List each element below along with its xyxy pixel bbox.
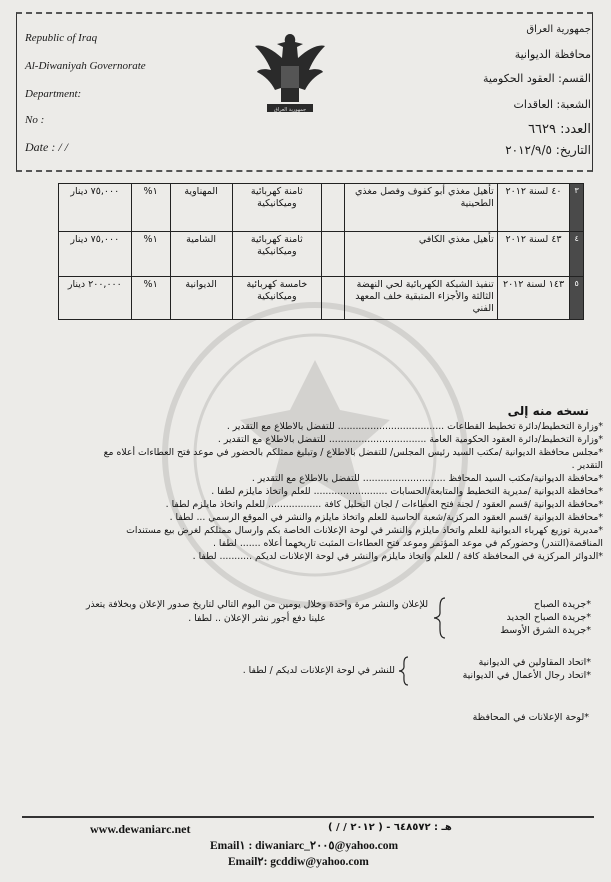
newspapers-note: للإعلان والنشر مرة واحدة وخلال يومين من اليوم التالي لتاريخ صدور الإعلان وبخلافة يتعذر علينا دفع أجور نشر الإعلان .. لطفا .: [85, 599, 429, 624]
en-department: Department:: [25, 88, 82, 100]
row-index: ٥: [570, 277, 584, 320]
percent: ١%: [131, 277, 170, 320]
list-item: *الدوائر المركزية في المحافظة كافة / للعلم واتخاذ مايلزم والنشر في لوحة الإعلانات لديكم ........... لطفا .: [192, 551, 603, 562]
list-item: *جريدة الصباح: [533, 599, 591, 610]
table-row: [59, 277, 584, 320]
en-governorate: Al-Diwaniyah Governorate: [25, 60, 146, 72]
brace-icon: [398, 656, 410, 686]
list-item: *محافظة الديوانية /قسم العقود المركزية/شعبة الحاسبة للعلم واتخاذ مايلزم والنشر في الموقع الرسمي ... لطفا .: [169, 512, 603, 523]
ar-country: جمهورية العراق: [526, 24, 591, 35]
ar-department: القسم: العقود الحكومية: [482, 72, 591, 85]
percent: ١%: [131, 184, 170, 232]
en-country: Republic of Iraq: [25, 32, 98, 44]
fax-number: هـ : ٦٤٨٥٧٢ - ( ٢٠١٢ / / ): [328, 822, 452, 833]
table-row: [59, 232, 584, 277]
project-name: تأهيل مغذي أبو كفوف وفصل مغذي الطحينية: [345, 184, 498, 232]
list-item: *وزارة التخطيط/دائرة العقود الحكومية العامة ................................. للتفضل بالاطلاع مع التقدير .: [217, 434, 603, 445]
newspapers-list: [451, 598, 591, 637]
project-name: تأهيل مغذي الكافي: [345, 232, 498, 277]
contractor-class: ثامنة كهربائية وميكانيكية: [232, 184, 321, 232]
document-fee: ٧٥,٠٠٠ دينار: [59, 184, 132, 232]
ar-governorate: محافظة الديوانية: [514, 48, 591, 61]
email-secondary[interactable]: Email٢: gcddiw@yahoo.com: [228, 856, 369, 868]
blank-cell: [322, 277, 345, 320]
row-index: ٤: [570, 232, 584, 277]
email-primary[interactable]: Email١ : diwaniarc_٢٠٠٥@yahoo.com: [210, 840, 399, 852]
list-item: *محافظة الديوانية/مكتب السيد المحافظ ............................ للتفضل بالاطلاع مع التقدير .: [251, 473, 603, 484]
list-item: *محافظة الديوانية /مديرية التخطيط والمتابعة/الحسابات ......................... للعلم واتخاذ مايلزم لطفا .: [211, 486, 603, 497]
project-name: تنفيذ الشبكة الكهربائية لحي النهضة الثالثة والأجزاء المتبقية خلف المعهد الفني: [345, 277, 498, 320]
brace-icon: [433, 597, 447, 639]
document-fee: ٢٠٠,٠٠٠ دينار: [59, 277, 132, 320]
list-item: *محافظة الديوانية /قسم العقود / لجنة فتح العطاءات / لجان التحليل كافة .................. للعلم واتخاذ مايلزم لطفا .: [165, 499, 603, 510]
copies-list: [83, 420, 603, 563]
tender-ref: ١٤٣ لسنة ٢٠١٢: [497, 277, 570, 320]
blank-cell: [322, 184, 345, 232]
list-item: *مديرية توزيع كهرباء الديوانية للعلم واتخاذ مايلزم والنشر في لوحة الإعلانات الخاصة بكم وارسال ممثلكم لغرض بيع مستندات المناقصة(التندر) وحضوركم في موعد المؤتمر وموعد فتح العطاءات المثبت تاريخهما أعلاه ....... لطفا .: [126, 525, 603, 549]
notice-board-item: *لوحة الإعلانات في المحافظة: [472, 712, 589, 723]
row-index: ٣: [570, 184, 584, 232]
list-item: *اتحاد رجال الأعمال في الديوانية: [462, 670, 591, 681]
percent: ١%: [131, 232, 170, 277]
copies-title: نسخه منه إلى: [507, 404, 589, 418]
list-item: *وزارة التخطيط/دائرة تخطيط القطاعات .................................... للتفضل بالاطلاع مع التقدير .: [226, 421, 603, 432]
tender-ref: ٤٠ لسنة ٢٠١٢: [497, 184, 570, 232]
location: الشامية: [170, 232, 232, 277]
list-item: *اتحاد المقاولين في الديوانية: [478, 657, 591, 668]
eagle-emblem-icon: [253, 30, 327, 116]
list-item: *جريدة الصباح الجديد: [506, 612, 591, 623]
website-link[interactable]: www.dewaniarc.net: [90, 822, 191, 836]
list-item: *جريدة الشرق الأوسط: [500, 625, 591, 636]
unions-note: للنشر في لوحة الإعلانات لديكم / لطفا .: [242, 665, 395, 676]
footer-divider: [22, 816, 594, 818]
location: الديوانية: [170, 277, 232, 320]
unions-list: [411, 656, 591, 682]
tender-ref: ٤٣ لسنة ٢٠١٢: [497, 232, 570, 277]
tenders-table: [58, 183, 584, 320]
blank-cell: [322, 232, 345, 277]
contractor-class: خامسة كهربائية وميكانيكية: [232, 277, 321, 320]
ar-date: التاريخ: ٢٠١٢/٩/٥: [505, 143, 591, 157]
contractor-class: ثامنة كهربائية وميكانيكية: [232, 232, 321, 277]
document-fee: ٧٥,٠٠٠ دينار: [59, 232, 132, 277]
emblem-caption: جمهورية العراق: [273, 107, 307, 113]
table-row: [59, 184, 584, 232]
en-date: Date : / /: [25, 140, 68, 154]
en-number: No :: [25, 114, 45, 126]
ar-division: الشعبة: العاقدات: [513, 98, 591, 111]
list-item: *مجلس محافظة الديوانية /مكتب السيد رئيس المجلس/ للتفضل بالاطلاع / وتبليغ ممثلكم بالحضور في موعد فتح العطاءات أعلاه مع التقدير .: [103, 447, 603, 471]
ar-number: العدد: ٦٦٢٩: [528, 122, 591, 137]
location: المهناوية: [170, 184, 232, 232]
